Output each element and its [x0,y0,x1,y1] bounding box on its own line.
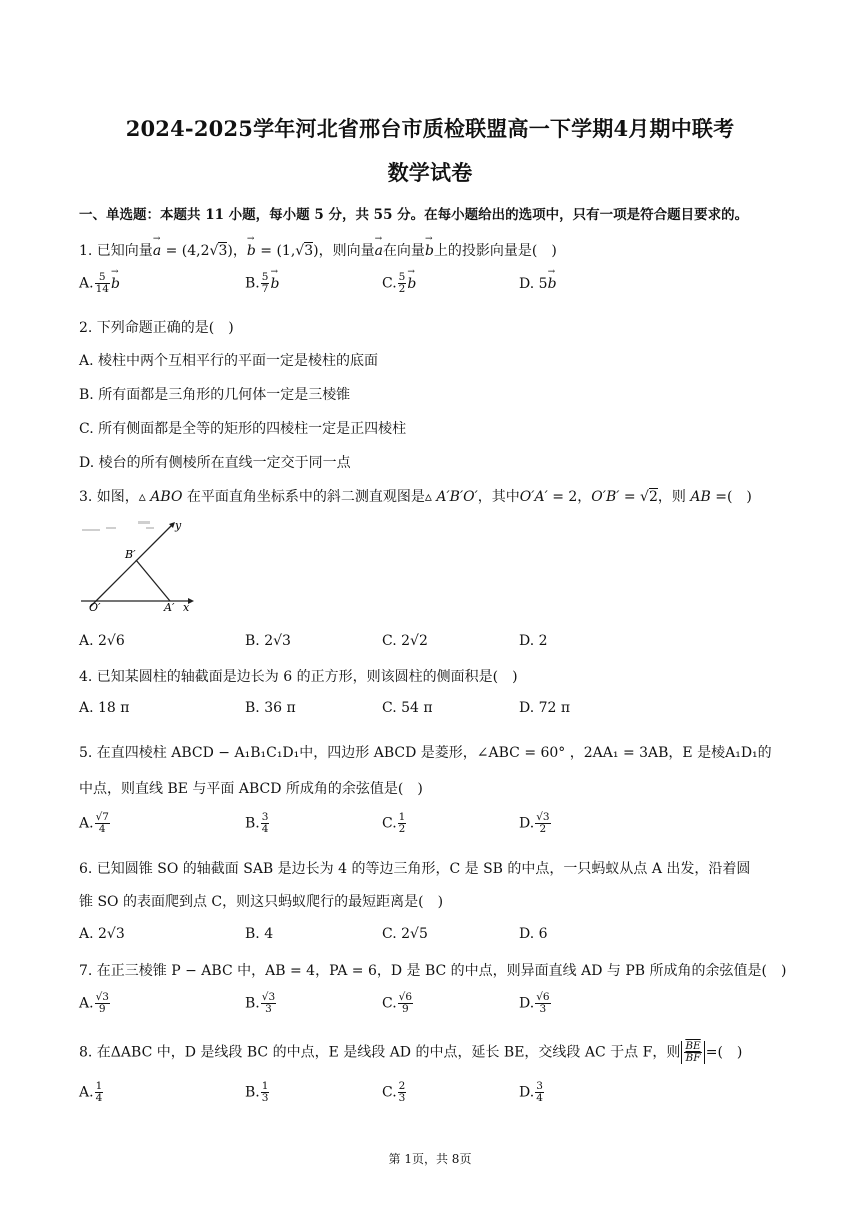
option-d[interactable]: D. $\frac{√3}{2}$ [519,811,550,835]
option-a[interactable]: A. $\frac{√7}{4}$ [79,811,109,835]
sqrt-symbol: √ [209,243,219,259]
segment-b-a [136,560,170,601]
option-d[interactable]: D. 5→ b [519,272,557,292]
option-c[interactable]: C. 54 π [382,700,433,716]
option-b[interactable]: B. $\frac{√3}{3}$ [245,991,276,1015]
option-b[interactable]: B. 2√3 [245,633,291,649]
option-c[interactable]: C. $\frac{1}{2}$ [382,811,406,835]
question-7-stem: 7. 在正三棱锥 P − ABC 中，AB = 4，PA = 6，D 是 BC 的中点，则异面直线 AD 与 PB 所成角的余弦值是( ) [79,963,787,979]
label-a-prime: A′ [164,601,175,613]
option-d[interactable]: D. $\frac{3}{4}$ [519,1080,543,1104]
question-7-options [79,992,779,1022]
option-b[interactable]: B. $\frac{1}{3}$ [245,1080,269,1104]
option-c[interactable]: C. $\frac{√6}{9}$ [382,991,413,1015]
option-d[interactable]: D. 72 π [519,700,571,716]
exam-subtitle: 数学试卷 [387,160,473,185]
option-b[interactable]: B. 4 [245,926,274,942]
option-c[interactable]: C. $\frac{2}{3}$ [382,1080,406,1104]
question-1-options [79,272,779,302]
question-1-stem: 1. 已知向量→ a = (4,2√3)，→ b = (1,√3)，则向量→ a在向量→ b上的投影向量是( ) [79,240,557,260]
label-b-prime: B′ [125,548,136,561]
sqrt-symbol: √ [295,243,305,259]
question-5-stem-line1: 5. 在直四棱柱 ABCD − A₁B₁C₁D₁中，四边形 ABCD 是菱形，∠ABC = 60° ，2AA₁ = 3AB，E 是棱A₁D₁的 [79,745,772,761]
question-2-option-b[interactable]: B. 所有面都是三角形的几何体一定是三棱锥 [79,387,351,403]
question-3-stem: 3. 如图，▵ ABO 在平面直角坐标系中的斜二测直观图是▵ A′B′O′，其中O′A′ = 2，O′B′ = √2，则 AB =( ) [79,489,752,505]
question-5-stem-line2: 中点，则直线 BE 与平面 ABCD 所成角的余弦值是( ) [79,781,423,797]
y-axis [90,525,172,607]
option-c[interactable]: C. 2√5 [382,926,428,942]
question-2-option-d[interactable]: D. 棱台的所有侧棱所在直线一定交于同一点 [79,455,351,471]
question-6-options [79,926,779,956]
exam-title: 2024-2025学年河北省邢台市质检联盟高一下学期4月期中联考 [125,116,735,141]
ratio-fraction: $\frac{\overline{BE}}{BF}$ [681,1041,704,1064]
option-d[interactable]: D. 2 [519,633,548,649]
option-a[interactable]: A. $\frac{1}{4}$ [79,1080,103,1104]
vector-a: → a [153,243,161,259]
vector-a: → a [375,243,383,259]
option-d[interactable]: D. $\frac{√6}{3}$ [519,991,550,1015]
question-2-stem: 2. 下列命题正确的是( ) [79,320,234,336]
section-heading: 一、单选题：本题共 11 小题，每小题 5 分，共 55 分。在每小题给出的选项中，只有一项是符合题目要求的。 [79,207,749,223]
option-a[interactable]: A. 2√6 [79,633,125,649]
question-8-stem: 8. 在ΔABC 中，D 是线段 BC 的中点，E 是线段 AD 的中点，延长 BE，交线段 AC 于点 F，则 $\frac{\overline{BE}}{BF}$ =( ) [79,1040,743,1064]
vector-b: → b [247,243,256,259]
oblique-projection-figure [76,515,206,613]
label-x: x [183,601,190,613]
option-b[interactable]: B. $\frac{3}{4}$ [245,811,269,835]
question-4-stem: 4. 已知某圆柱的轴截面是边长为 6 的正方形，则该圆柱的侧面积是( ) [79,669,518,685]
option-b[interactable]: B. 36 π [245,700,296,716]
scan-noise [82,521,154,531]
question-3-options [79,633,779,663]
question-6-stem-line2: 锥 SO 的表面爬到点 C，则这只蚂蚁爬行的最短距离是( ) [79,894,444,910]
option-b[interactable]: B. $\frac{5}{7}$ → b [245,272,279,295]
page-footer: 第 1页，共 8页 [388,1152,472,1166]
question-6-stem-line1: 6. 已知圆锥 SO 的轴截面 SAB 是边长为 4 的等边三角形，C 是 SB 的中点，一只蚂蚁从点 A 出发，沿着圆 [79,861,751,877]
option-a[interactable]: A. $\frac{5}{14}$ → b [79,272,120,295]
option-a[interactable]: A. 2√3 [79,926,125,942]
option-c[interactable]: C. 2√2 [382,633,428,649]
option-c[interactable]: C. $\frac{5}{2}$ → b [382,272,416,295]
question-8-options [79,1081,779,1111]
label-o-prime: O′ [89,601,101,613]
vector-b: → b [425,243,434,259]
label-y: y [175,519,182,532]
question-2-option-c[interactable]: C. 所有侧面都是全等的矩形的四棱柱一定是正四棱柱 [79,421,407,437]
option-a[interactable]: A. 18 π [79,700,130,716]
option-d[interactable]: D. 6 [519,926,548,942]
question-5-options [79,812,779,842]
option-a[interactable]: A. $\frac{√3}{9}$ [79,991,109,1015]
question-4-options [79,700,779,730]
question-2-option-a[interactable]: A. 棱柱中两个互相平行的平面一定是棱柱的底面 [79,353,379,369]
